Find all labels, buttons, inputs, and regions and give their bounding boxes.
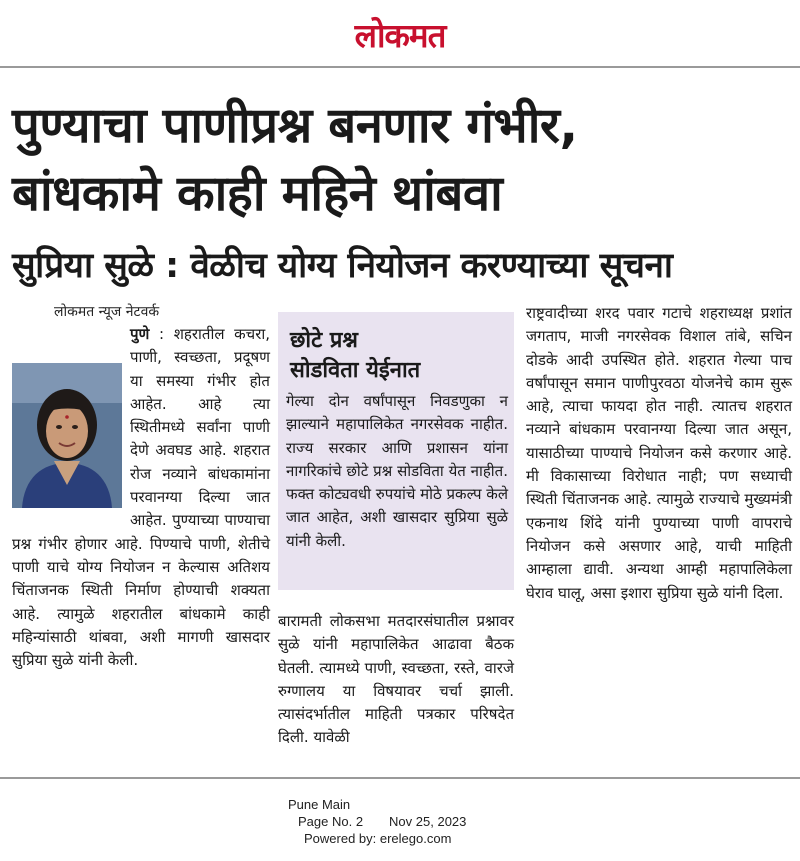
newspaper-logo: लोकमत bbox=[354, 16, 446, 55]
masthead bbox=[0, 0, 800, 66]
article-column-2: बारामती लोकसभा मतदारसंघातील प्रश्नावर सुळे यांनी महापालिकेत आढावा बैठक घेतली. त्यामध्ये पाणी, स्वच्छता, रस्ते, वारजे रुग्णालय या विषयावर चर्चा झाली. त्यासंदर्भातील माहिती पत्रकार परिषदेत दिली. यावेळी bbox=[278, 612, 514, 747]
footer-page-date bbox=[270, 813, 466, 830]
portrait-photo bbox=[12, 363, 122, 508]
masthead-divider bbox=[0, 66, 800, 68]
sidebar-title bbox=[290, 326, 510, 386]
bottom-divider bbox=[0, 777, 800, 779]
article-column-3: राष्ट्रवादीच्या शरद पवार गटाचे शहराध्यक्ष प्रशांत जगताप, माजी नगरसेवक विशाल तांबे, सचिन दोडके आदी उपस्थित होते. शहरात गेल्या पाच वर्षांपासून समान पाणीपुरवठा योजनेचे काम सुरू आहे, त्याचा फायदा होत नाही. त्यातच शहरात नव्याने बांधकाम परवानग्या दिल्या जात असून, यासाठीच्या पाण्याचे नियोजन कसे करणार आहे. मी विकासाच्या विरोधात नाही; पण सध्याची स्थिती चिंताजनक आहे. त्यामुळे राज्याचे मुख्यमंत्री एकनाथ शिंदे यांनी पुण्याच्या पाणी वापराचे नियोजन कसे असणार आहे, याची माहिती आम्हाला द्यावी. अन्यथा आम्ही महापालिकेला घेराव घालू, असा इशारा सुप्रिया सुळे यांनी दिला. bbox=[526, 304, 792, 602]
sidebar-box bbox=[278, 312, 514, 590]
footer-date: Nov 25, 2023 bbox=[389, 814, 467, 829]
sidebar-body: गेल्या दोन वर्षांपासून निवडणुका न झाल्याने महापालिकेत नगरसेवक नाहीत. राज्य सरकार आणि प्रशासन यांना नागरिकांचे छोटे प्रश्न सोडविता येत नाहीत. फक्त कोट्यवधी रुपयांचे मोठे प्रकल्प केले जात आहेत, अशी खासदार सुप्रिया सुळे यांनी केली. bbox=[286, 392, 508, 550]
footer bbox=[270, 796, 466, 847]
headline-line-1: पुण्याचा पाणीप्रश्न बनणार गंभीर, bbox=[12, 97, 578, 154]
article-text-col1: : शहरातील कचरा, पाणी, स्वच्छता, प्रदूषण या समस्या गंभीर होत आहेत. आहे त्या स्थितीमध्ये सर्वांना पाणी देणे अवघड आहे. शहरात रोज नव्याने बांधकामांना परवानग्या दिल्या जात आहेत. पुण्याच्या पाण्याचा प्रश्न गंभीर होणार आहे. पिण्याचे पाणी, शेतीचे पाणी याचे योग्य नियोजन न केल्यास अतिशय चिंताजनक स्थिती निर्माण होण्याची शक्यता आहे. त्यामुळे शहरातील बांधकामे काही महिन्यांसाठी थांबवा, अशी मागणी खासदार सुप्रिया सुळे यांनी केली. bbox=[12, 325, 270, 670]
article-column-1 bbox=[12, 323, 270, 672]
footer-page: Page No. 2 bbox=[298, 814, 364, 829]
person-photo-icon bbox=[12, 363, 122, 508]
sidebar-title-line-2: सोडविता येईनात bbox=[290, 358, 421, 383]
dateline-place: पुणे bbox=[130, 325, 150, 343]
footer-powered-by: Powered by: erelego.com bbox=[304, 831, 452, 846]
headline bbox=[12, 92, 792, 228]
headline-line-2: बांधकामे काही महिने थांबवा bbox=[12, 165, 503, 222]
footer-edition: Pune Main bbox=[288, 797, 351, 812]
subheadline: सुप्रिया सुळे : वेळीच योग्य नियोजन करण्याच्या सूचना bbox=[12, 246, 673, 286]
sidebar-title-line-1: छोटे प्रश्न bbox=[290, 328, 358, 353]
byline: लोकमत न्यूज नेटवर्क bbox=[54, 304, 160, 320]
